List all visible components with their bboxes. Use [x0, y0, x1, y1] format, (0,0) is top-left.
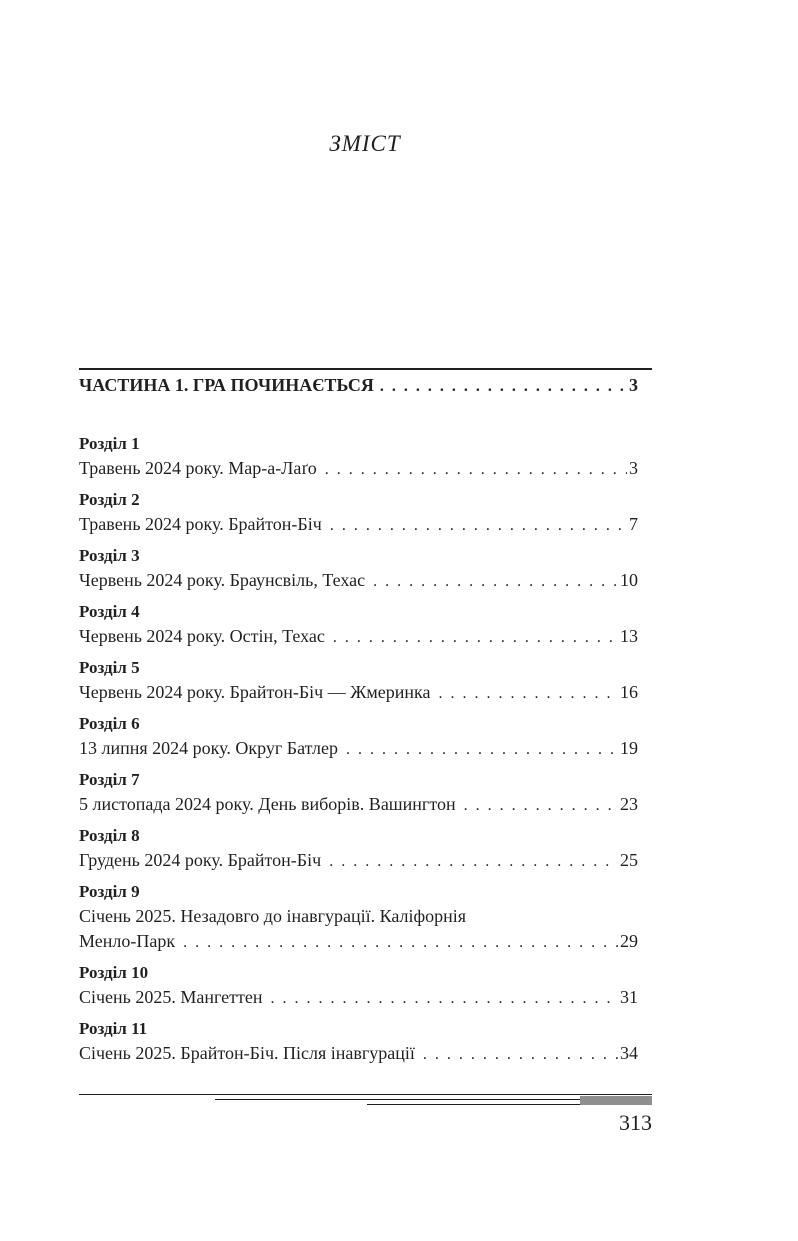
- chapter-label: Розділ 6: [79, 714, 140, 733]
- chapter-label: Розділ 4: [79, 602, 140, 621]
- dot-leader: [373, 569, 618, 594]
- dot-leader: [330, 513, 627, 538]
- part-heading[interactable]: [79, 375, 638, 399]
- dot-leader: [183, 930, 618, 955]
- chapter-label: Розділ 7: [79, 770, 140, 789]
- chapter-title: Менло-Парк: [79, 931, 176, 951]
- toc-entry[interactable]: [79, 711, 638, 767]
- chapter-line: [79, 736, 638, 761]
- chapter-page-number: 10: [620, 570, 638, 590]
- footer-gray-bar: [580, 1096, 652, 1105]
- dot-leader: [380, 378, 627, 396]
- chapter-title: 5 листопада 2024 року. День виборів. Вашингтон: [79, 794, 456, 814]
- toc-entry[interactable]: [79, 1016, 638, 1072]
- chapter-page-number: 16: [620, 682, 638, 702]
- chapter-title: 13 липня 2024 року. Округ Батлер: [79, 738, 338, 758]
- toc-entry[interactable]: [79, 487, 638, 543]
- toc-entry[interactable]: [79, 767, 638, 823]
- dot-leader: [325, 457, 627, 482]
- dot-leader: [438, 681, 618, 706]
- dot-leader: [464, 793, 618, 818]
- chapter-label: Розділ 2: [79, 490, 140, 509]
- chapter-page-number: 34: [620, 1043, 638, 1063]
- toc-entry[interactable]: [79, 823, 638, 879]
- chapter-page-number: 13: [620, 626, 638, 646]
- toc-entry[interactable]: [79, 879, 638, 960]
- footer-rule: [79, 1094, 652, 1095]
- chapter-line: [79, 929, 638, 954]
- chapter-line: [79, 792, 638, 817]
- toc-entry[interactable]: [79, 543, 638, 599]
- chapter-title: Січень 2025. Брайтон-Біч. Після інавгурації: [79, 1043, 415, 1063]
- dot-leader: [271, 986, 618, 1011]
- chapter-line: [79, 512, 638, 537]
- chapter-line: [79, 1041, 638, 1066]
- toc-list: [79, 431, 638, 1072]
- chapter-label: Розділ 11: [79, 1019, 148, 1038]
- dot-leader: [346, 737, 618, 762]
- chapter-page-number: 3: [629, 458, 638, 478]
- chapter-line: [79, 680, 638, 705]
- chapter-line: [79, 624, 638, 649]
- chapter-line: [79, 456, 638, 481]
- toc-entry[interactable]: [79, 960, 638, 1016]
- chapter-title: Червень 2024 року. Остін, Техас: [79, 626, 325, 646]
- chapter-label: Розділ 1: [79, 434, 140, 453]
- chapter-page-number: 25: [620, 850, 638, 870]
- part-page-number: 3: [629, 375, 638, 395]
- chapter-label: Розділ 3: [79, 546, 140, 565]
- chapter-page-number: 7: [629, 514, 638, 534]
- toc-entry[interactable]: [79, 431, 638, 487]
- chapter-title: Травень 2024 року. Брайтон-Біч: [79, 514, 322, 534]
- dot-leader: [423, 1042, 618, 1067]
- chapter-line: [79, 568, 638, 593]
- page-number: 313: [619, 1110, 652, 1135]
- chapter-title: Грудень 2024 року. Брайтон-Біч: [79, 850, 322, 870]
- chapter-label: Розділ 10: [79, 963, 149, 982]
- toc-entry[interactable]: [79, 599, 638, 655]
- chapter-page-number: 23: [620, 794, 638, 814]
- chapter-title: Червень 2024 року. Брайтон-Біч — Жмеринка: [79, 682, 431, 702]
- page-title: ЗМІСТ: [329, 131, 401, 156]
- chapter-title: Травень 2024 року. Мар-а-Лаґо: [79, 458, 317, 478]
- chapter-label: Розділ 5: [79, 658, 140, 677]
- chapter-page-number: 29: [620, 931, 638, 951]
- dot-leader: [333, 625, 618, 650]
- top-rule: [79, 368, 652, 370]
- chapter-page-number: 19: [620, 738, 638, 758]
- chapter-title: Січень 2025. Мангеттен: [79, 987, 263, 1007]
- chapter-title-first-line: Січень 2025. Незадовго до інавгурації. Каліфорнія: [79, 906, 467, 926]
- chapter-title: Червень 2024 року. Браунсвіль, Техас: [79, 570, 366, 590]
- chapter-page-number: 31: [620, 987, 638, 1007]
- chapter-label: Розділ 8: [79, 826, 140, 845]
- dot-leader: [329, 849, 618, 874]
- chapter-line: [79, 985, 638, 1010]
- chapter-line-first: [79, 904, 638, 929]
- chapter-label: Розділ 9: [79, 882, 140, 901]
- toc-entry[interactable]: [79, 655, 638, 711]
- chapter-line: [79, 848, 638, 873]
- part-title: ЧАСТИНА 1. ГРА ПОЧИНАЄТЬСЯ: [79, 375, 374, 395]
